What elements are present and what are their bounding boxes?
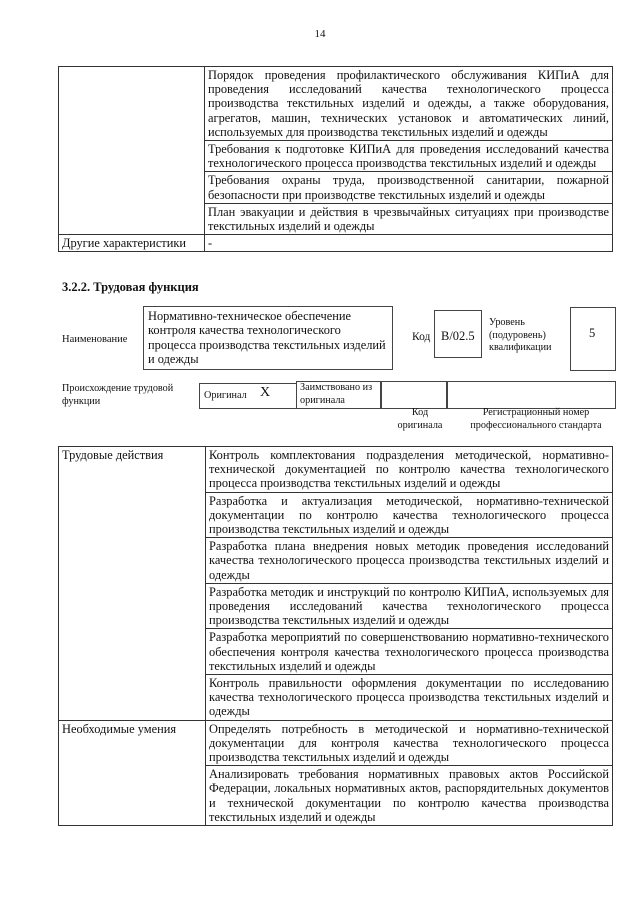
- labor-action-item: Разработка и актуализация методической, нормативно-технической документации по контролю качества технологического процесса производства текстильных изделий и одежды: [206, 492, 613, 538]
- name-value-box: [143, 306, 393, 370]
- labor-action-item: Разработка методик и инструкций по контролю КИПиА, используемых для проведения исследований качества технологического процесса производства текстильных изделий и одежды: [206, 583, 613, 629]
- name-label: Наименование: [62, 334, 128, 345]
- knowledge-table-continuation: [58, 66, 613, 252]
- reg-number-box: [446, 381, 616, 409]
- knowledge-item: Порядок проведения профилактического обслуживания КИПиА для проведения исследований качества технологического процесса производства текстильных изделий и одежды, а также оборудования, агрегатов, машин, технических установок и автоматических линий, используемых для производства текстильных изделий и одежды: [205, 67, 613, 141]
- code-value-box: [434, 310, 482, 358]
- qualification-level: 5: [589, 326, 596, 340]
- function-name: Нормативно-техническое обеспечение контроля качества технологического процесса производства текстильных изделий и одежды: [148, 309, 386, 367]
- skill-item: Анализировать требования нормативных правовых актов Российской Федерации, локальных нормативных актов, распорядительных документов и технической документации по контролю качества производства текстильных изделий и одежды: [206, 766, 613, 826]
- level-label: Уровень (подуровень) квалификации: [489, 317, 552, 353]
- knowledge-item: Требования к подготовке КИПиА для проведения исследований качества технологического процесса производства текстильных изделий и одежды: [205, 141, 613, 172]
- other-characteristics-value: -: [205, 235, 613, 252]
- page-number: 14: [314, 28, 326, 40]
- labor-action-item: Контроль комплектования подразделения методической, нормативно-технической документацией по контролю качества технологического процесса производства текстильных изделий и одежды: [206, 447, 613, 493]
- original-code-box: [380, 381, 448, 409]
- labor-action-item: Разработка мероприятий по совершенствованию нормативно-технического обеспечения контроля качества технологического процесса производства текстильных изделий и одежды: [206, 629, 613, 675]
- level-value-box: [570, 307, 616, 371]
- origin-label: Происхождение трудовой функции: [62, 383, 174, 407]
- labor-action-item: Разработка плана внедрения новых методик проведения исследований качества технологического процесса производства текстильных изделий и одежды: [206, 538, 613, 584]
- skill-item: Определять потребность в методической и нормативно-технической документации для контроля качества технологического процесса производства текстильных изделий и одежды: [206, 720, 613, 766]
- empty-label-cell: [59, 67, 205, 235]
- labor-action-item: Контроль правильности оформления документации по исследованию качества технологического процесса производства текстильных изделий и одежды: [206, 675, 613, 721]
- borrowed-label: Заимствовано из оригинала: [300, 382, 373, 406]
- original-label: Оригинал: [204, 390, 247, 401]
- reg-number-label: Регистрационный номер профессионального стандарта: [470, 407, 602, 431]
- knowledge-item: Требования охраны труда, производственной санитарии, пожарной безопасности при производстве текстильных изделий и одежды: [205, 172, 613, 203]
- other-characteristics-label: Другие характеристики: [59, 235, 205, 252]
- code-label: Код: [412, 331, 431, 343]
- original-mark: X: [260, 385, 271, 400]
- code-original-label: Код оригинала: [397, 407, 443, 431]
- section-title: 3.2.2. Трудовая функция: [62, 280, 199, 294]
- skills-label: Необходимые умения: [59, 720, 206, 825]
- labor-function-table: [58, 446, 613, 826]
- function-code: B/02.5: [441, 329, 475, 343]
- labor-actions-label: Трудовые действия: [59, 447, 206, 721]
- knowledge-item: План эвакуации и действия в чрезвычайных ситуациях при производстве текстильных изделий и одежды: [205, 203, 613, 234]
